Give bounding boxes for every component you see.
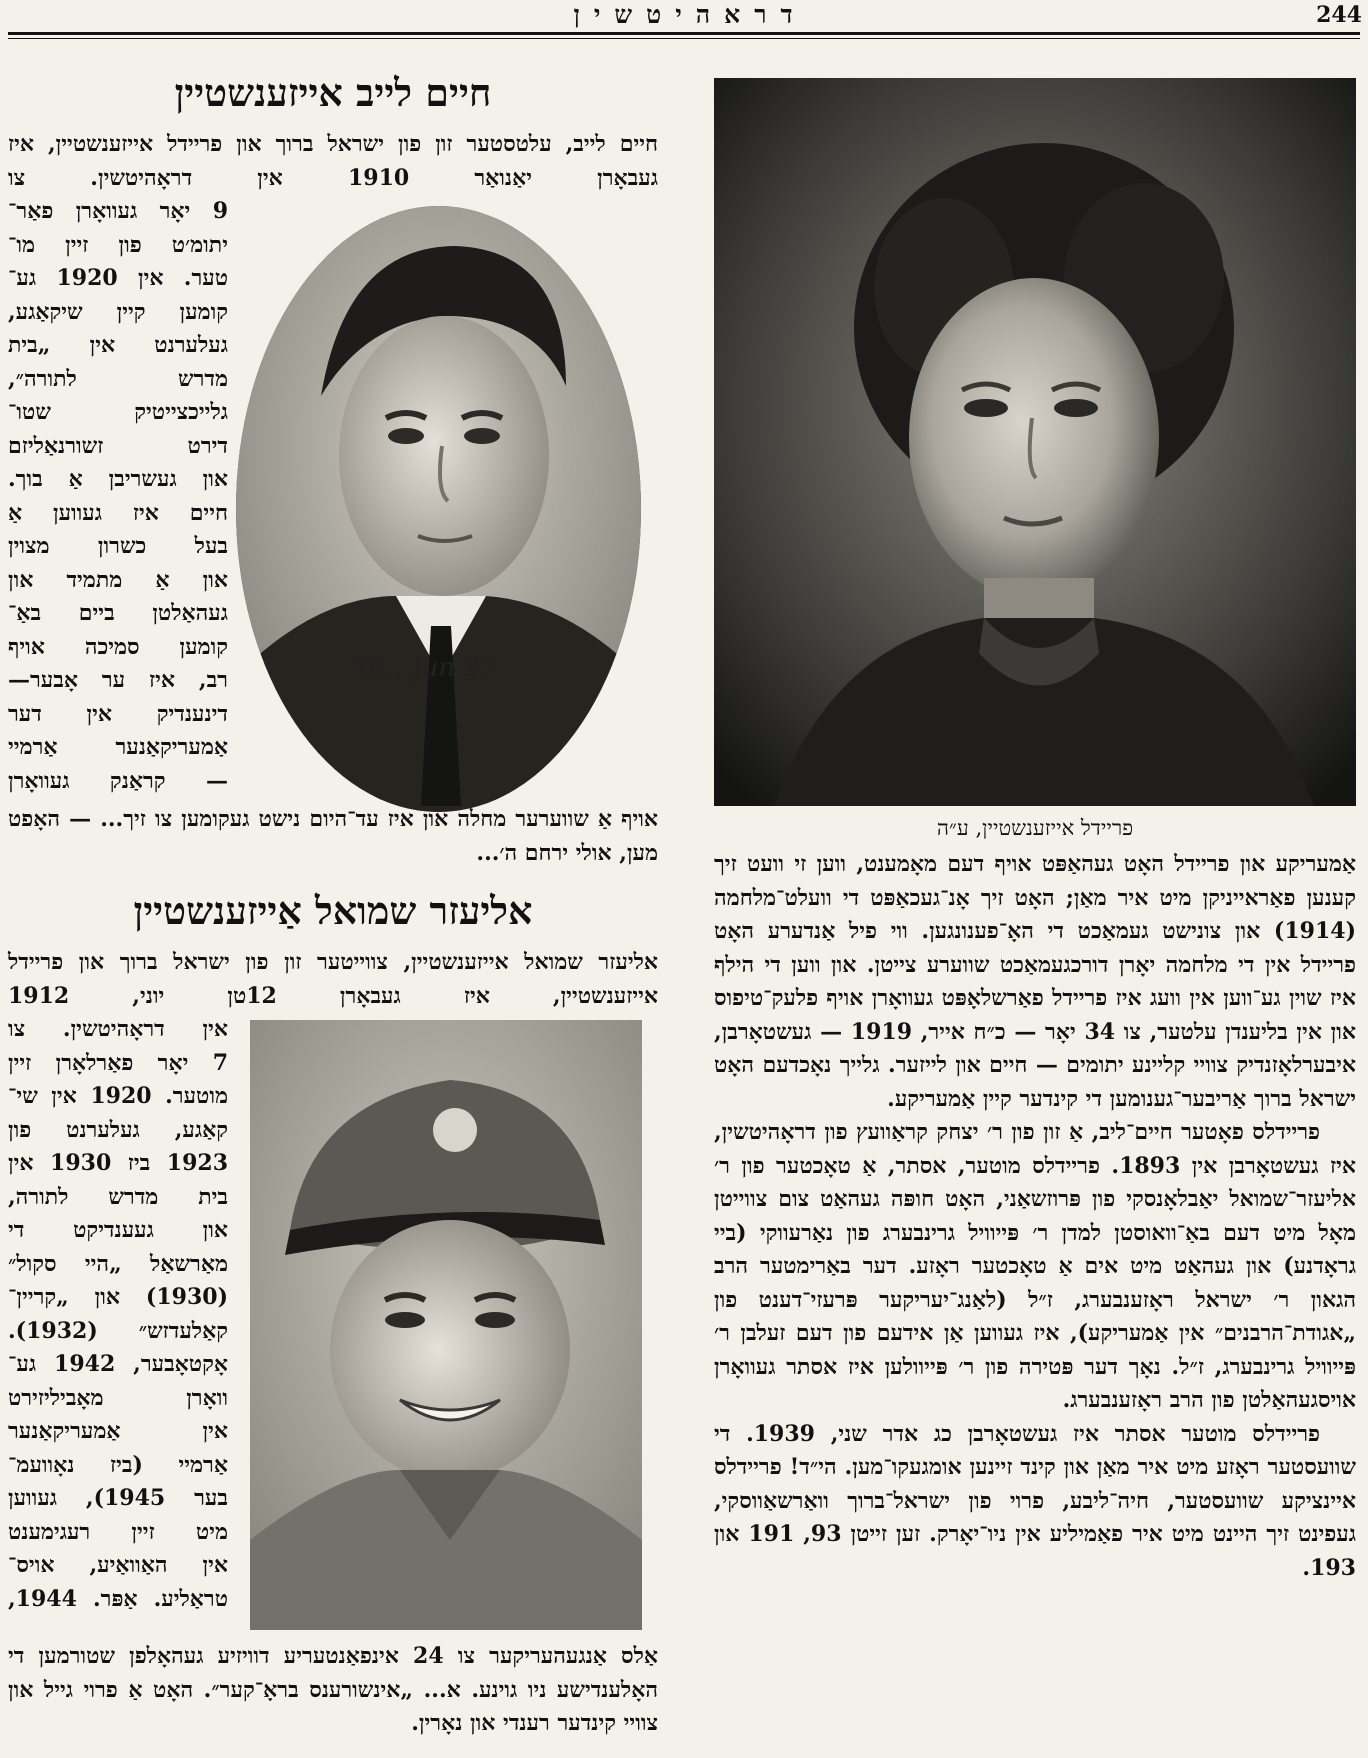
text-line: מדרש לתורה״, [8,365,228,392]
text-line: 7 יאָר פאַרלאָרן זיין [8,1049,228,1076]
section-heading: חיים לייב אייזענשטיין [174,70,492,115]
text-line: מיט זיין רעגימענט [8,1518,228,1545]
header-rule-thin [8,38,1360,39]
paragraph: פריידלס מוטער אסתר איז געשטאָרבן כג אדר שני, 1939. די שוועסטער ראָזע מיט איר מאַן און קינד זיינען אומגעקו־מען. הי״ד! פריידלס איינציקע שוועסטער, חיה־ליבע, פרוי פון ישראל־ברוך וואַרשאַווסקי, געפינט זיך היינט מיט איר פאַמיליע אין ניו־יאָרק. זען זייטן 93, 191 און 193. [714,1420,1356,1581]
text-line: מאַרשאַל „היי סקול״ [8,1250,228,1277]
paragraph: פריידלס פאָטער חיים־ליב, אַ זון פון ר׳ יצחק קראַוועץ פון דראָהיטשין, איז געשטאָרבן אין 1893. פריידלס מוטער, אסתר, אַ טאָכטער פון ר׳ אליעזר־שמואל יאַבלאָנסקי פון פּרוזשאַני, האָט חופּה געהאַט צום צווייטן מאָל מיט דעם באַ־וואוסטן למדן ר׳ פּייוויל גרינבערג פון נאַרעווקי (ביי גראָדנע) און געהאַט מיט אים אַ טאָכטער ראָזע. דער באַרימטער הרב הגאון ר׳ ישראל ראָזענבערג, ז״ל (לאַנג־יעריקער פּרעזי־דענט פון „אגודת־הרבנים״ אין אַמעריקע), איז געווען אַן אידעם פון דעם זעלבן ר׳ פּייוויל גרינבערג, ז״ל. נאָך דער פּטירה פון ר׳ פּייוולען איז אסתר געוואָרן אויסגעהאַלטן פון הרב ראָזענבערג. [714,1119,1356,1413]
text-line: חיים איז געווען אַ [8,499,228,526]
text-line: קאַלעדזש״ (1932). [8,1317,228,1344]
text-line: און אַ מתמיד און [8,566,228,593]
portrait-woman-photo [714,78,1356,806]
header-rule [8,32,1360,35]
text-line: (1930) און „קריין־ [8,1284,228,1310]
text-line: קומען סמיכה אויף [8,633,228,660]
section-intro: חיים לייב, עלטסטער זון פון ישראל ברוך און פריידל אייזענשטיין, איז געבאָרן יאַנואַר 1910 אין דראָהיטשין. צו [8,131,658,191]
text-line: רב, איז ער אָבער— [8,667,228,693]
text-line: יתומ׳ט פון זיין מו־ [8,231,228,258]
text-line: טראַליע. אַפּר. 1944, [8,1585,228,1612]
text-line: געהאַלטן ביים באַ־ [8,600,228,626]
section-heading: אליעזר שמואל אַייזענשטיין [133,888,533,933]
running-header-title: דראהיטשין [573,0,807,29]
text-line: קומען קיין שיקאַגע, [8,298,228,325]
section-closing: אַלס אַנגעהעריקער צו 24 אינפאַנטעריע דוויזיע געהאָלפן שטורמען די האָלענדישע ניו גוינע. א... „אינשורענס בראָ־קער״. האָט אַ פרוי גייל און צוויי קינדער רענדי און נאָרין. [8,1643,658,1736]
text-line: און געענדיקט די [8,1217,228,1243]
photo-caption: פריידל אייזענשטיין, ע״ה [936,816,1134,840]
text-line: טער. אין 1920 גע־ [8,265,228,291]
text-line: מוטער. 1920 אין שי־ [8,1083,228,1109]
text-line: 9 יאָר געוואָרן פאַר־ [8,198,228,224]
text-line: דינענדיק אין דער [8,700,228,727]
portrait-young-man-oval-photo [236,206,641,812]
text-line: 1923 ביז 1930 אין [8,1150,228,1176]
text-line: דירט זשורנאַליזם [8,432,228,459]
text-line: וואָרן מאָביליזירט [8,1384,228,1411]
paragraph: אַמעריקע און פריידל האָט געהאַפּט אויף דעם מאָמענט, ווען זי וועט זיך קענען פאַראייניקן מיט איר מאַן; האָט זיך אָנ־געכאַפּט די וועלט־מלחמה (1914) און צונישט געמאַכט די האָ־פענונגען. ווי פיל אַנדערע האָט פריידל אין די מלחמה יאָרן דורכגעמאַכט שווערע צייטן. און ווען די הילף איז שוין גע־ווען אין וועג איז פריידל פאַרשלאָפּט געוואָרן אויף פלעק־טיפוס און אין בליענדן עלטער, צו 34 יאָר — כ״ח אייר, 1919 — געשטאָרבן, איבערלאָזנדיק צוויי קליינע יתומים — חיים און לייזער. גלייך נאָכדעם האָט ישראל ברוך אַריבער־גענומען די קינדער קיין אַמעריקע. [714,851,1357,1112]
text-line: און געשריבן אַ בוך. [8,466,228,492]
text-line: בית מדרש לתורה, [8,1183,228,1210]
text-line: קאַגע, געלערנט פון [8,1116,228,1143]
section-narrow-text [8,195,228,798]
section-intro: אליעזר שמואל אייזענשטיין, צווייטער זון פון ישראל ברוך און פריידל אייזענשטיין, איז געבאָרן 12טן יוני, 1912 [8,949,658,1009]
text-line: אָקטאָבער, 1942 גע־ [8,1351,228,1377]
text-line: בעל כשרון מצוין [8,533,228,559]
photo-signature: W... Jun 27 [356,653,497,683]
text-line: בער 1945), געווען [8,1485,228,1511]
text-line: — קראַנק געוואָרן [8,767,228,794]
text-line: אַמעריקאַנער אַרמיי [8,734,228,760]
text-line: געלערנט אין „בית [8,332,228,358]
section-narrow-text [8,1013,228,1616]
text-line: אין דראָהיטשין. צו [8,1016,228,1042]
text-line: גלייכצייטיק שטו־ [8,399,228,425]
text-line: אין האַוואַיע, אויס־ [8,1552,228,1578]
page-number: 244 [1316,2,1362,28]
section-closing: אויף אַ שווערער מחלה און איז עד־היום נישט געקומען צו זיך... — האָפט מען, אולי ירחם ה׳... [8,806,658,866]
text-line: אַרמיי (ביז נאָוועמ־ [8,1451,228,1478]
right-column-text [714,848,1356,1585]
portrait-soldier-photo [250,1020,642,1630]
text-line: אין אַמעריקאַנער [8,1418,228,1444]
